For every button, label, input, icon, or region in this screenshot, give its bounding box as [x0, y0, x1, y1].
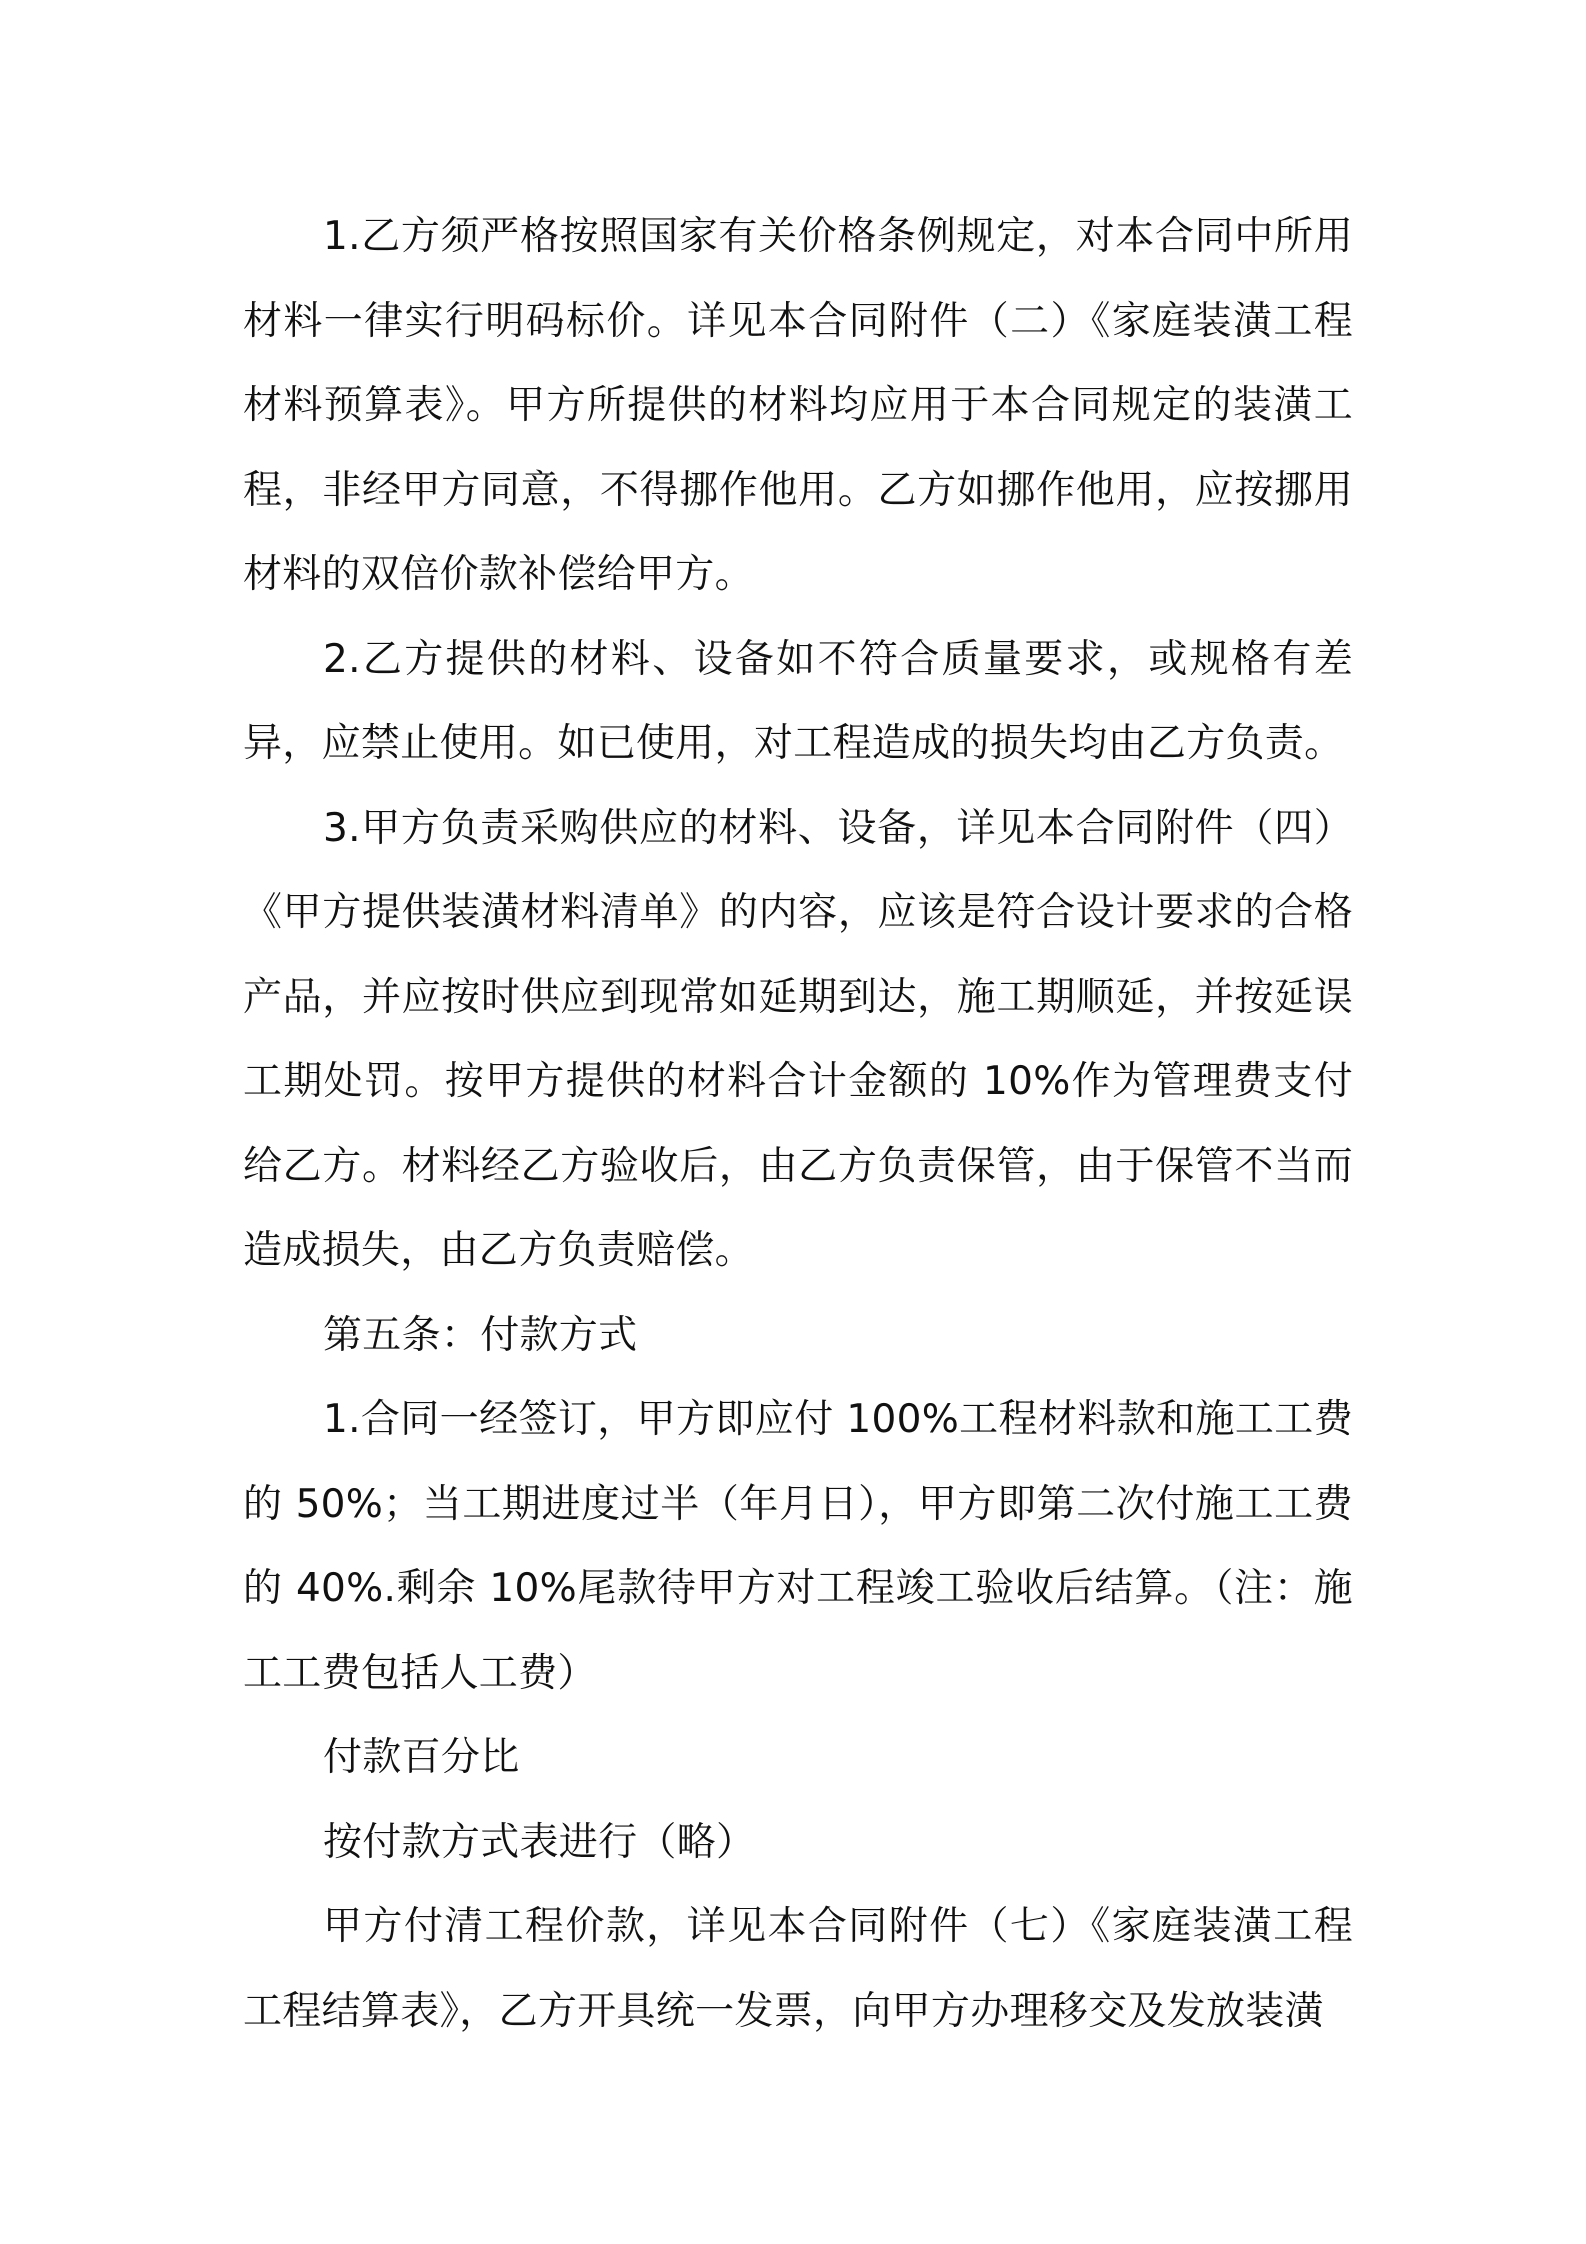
document-body — [243, 195, 1353, 2054]
clause-materials-pricing: 1.乙方须严格按照国家有关价格条例规定，对本合同中所用材料一律实行明码标价。详见本合同附件（二）《家庭装潢工程材料预算表》。甲方所提供的材料均应用于本合同规定的装潢工程，非经甲方同意，不得挪作他用。乙方如挪作他用，应按挪用材料的双倍价款补偿给甲方。 — [243, 214, 1353, 597]
section-heading-payment-method: 第五条：付款方式 — [323, 1312, 638, 1358]
payment-table-note: 按付款方式表进行（略） — [323, 1819, 756, 1865]
payment-percentage-label: 付款百分比 — [323, 1735, 520, 1780]
clause-party-a-materials: 3.甲方负责采购供应的材料、设备，详见本合同附件（四）《甲方提供装潢材料清单》的内容，应该是符合设计要求的合格产品，并应按时供应到现常如延期到达，施工期顺延，并按延误工期处罚。按甲方提供的材料合计金额的 10%作为管理费支付给乙方。材料经乙方验收后，由乙方负责保管，由于保管不当而造成损失，由乙方负责赔偿。 — [243, 805, 1353, 1273]
clause-material-quality: 2.乙方提供的材料、设备如不符合质量要求，或规格有差异，应禁止使用。如已使用，对工程造成的损失均由乙方负责。 — [243, 636, 1353, 766]
clause-payment-schedule: 1.合同一经签订，甲方即应付 100%工程材料款和施工工费的 50%；当工期进度过半（年月日），甲方即第二次付施工工费的 40%.剩余 10%尾款待甲方对工程竣工验收后结算。（注：施工工费包括人工费） — [243, 1397, 1353, 1696]
clause-final-settlement: 甲方付清工程价款，详见本合同附件（七）《家庭装潢工程工程结算表》，乙方开具统一发票，向甲方办理移交及发放装潢 — [243, 1904, 1353, 2034]
